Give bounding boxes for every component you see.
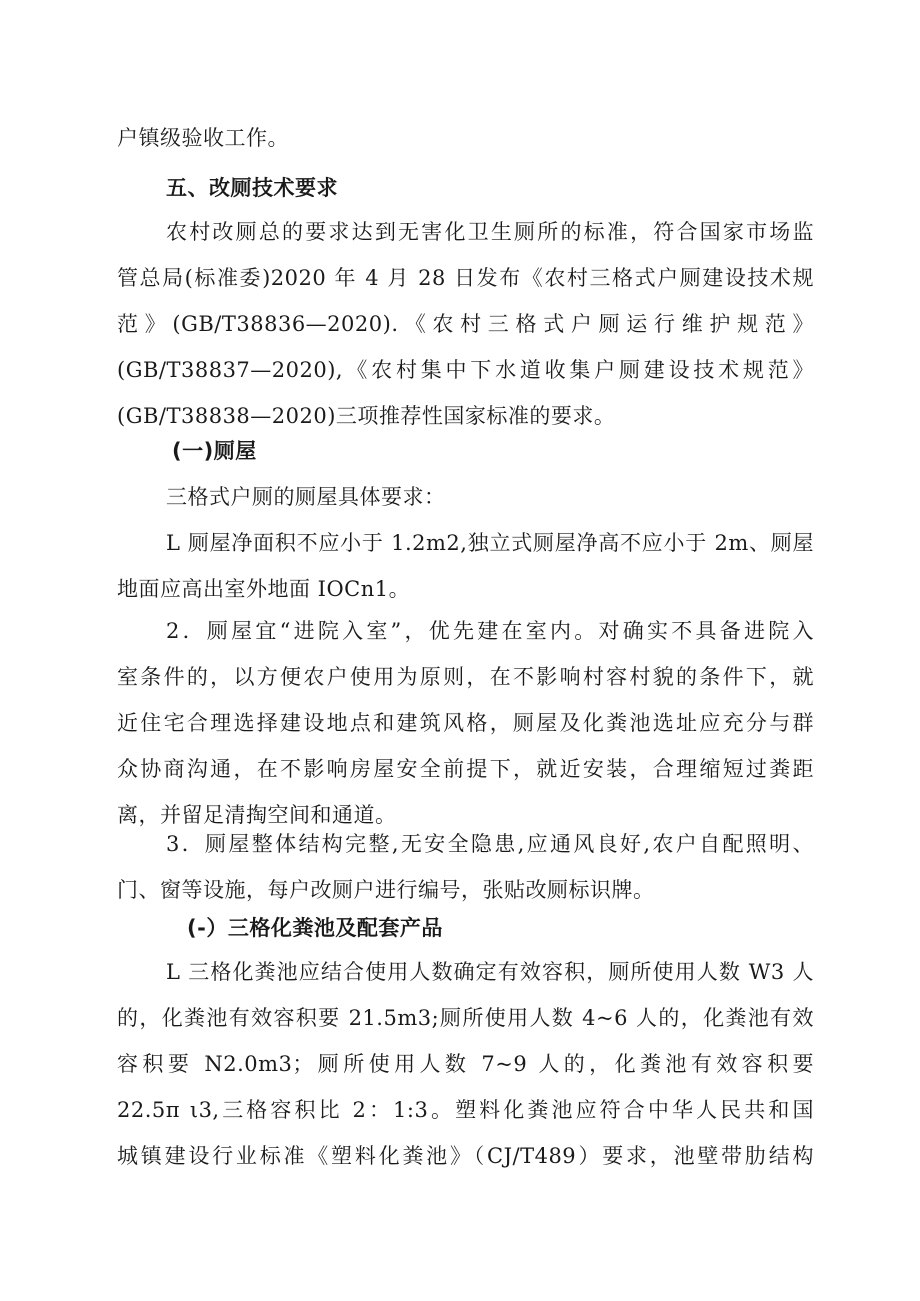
document-page: 户镇级验收工作。 五、改厕技术要求 农村改厕总的要求达到无害化卫生厕所的标准，符合国家市场监 管总局(标准委)2020 年 4 月 28 日发布《农村三格式户厕建设技术规 范》(GB/T38836—2020).《农村三格式户厕运行维护规范》 (GB/T38837—2020),《农村集中下水道收集户厕建设技术规范》 (GB/T38838—2020)三项推荐性国家标准的要求。 (一)厕屋 三格式户厕的厕屋具体要求： L 厕屋净面积不应小于 1.2m2,独立式厕屋净高不应小于 2m、厕屋 地面应高出室外地面 IOCn1。 2．厕屋宜“进院入室”，优先建在室内。对确实不具备进院入 室条件的，以方便农户使用为原则，在不影响村容村貌的条件下，就 近住宅合理选择建设地点和建筑风格，厕屋及化粪池选址应充分与群 众协商沟通，在不影响房屋安全前提下，就近安装，合理缩短过粪距 离，并留足清掏空间和通道。 3．厕屋整体结构完整,无安全隐患,应通风良好,农户自配照明、 门、窗等设施，每户改厕户进行编号，张贴改厕标识牌。 (-）三格化粪池及配套产品 L 三格化粪池应结合使用人数确定有效容积，厕所使用人数 W3 人 的，化粪池有效容积要 21.5m3;厕所使用人数 4~6 人的，化粪池有效 容积要 N2.0m3；厕所使用人数 7~9 人的，化粪池有效容积要 22.5π ι3,三格容积比 2：1:3。塑料化粪池应符合中华人民共和国 城镇建设行业标准《塑料化粪池》（CJ/T489）要求，池壁带肋结构 [117,126,814,1168]
